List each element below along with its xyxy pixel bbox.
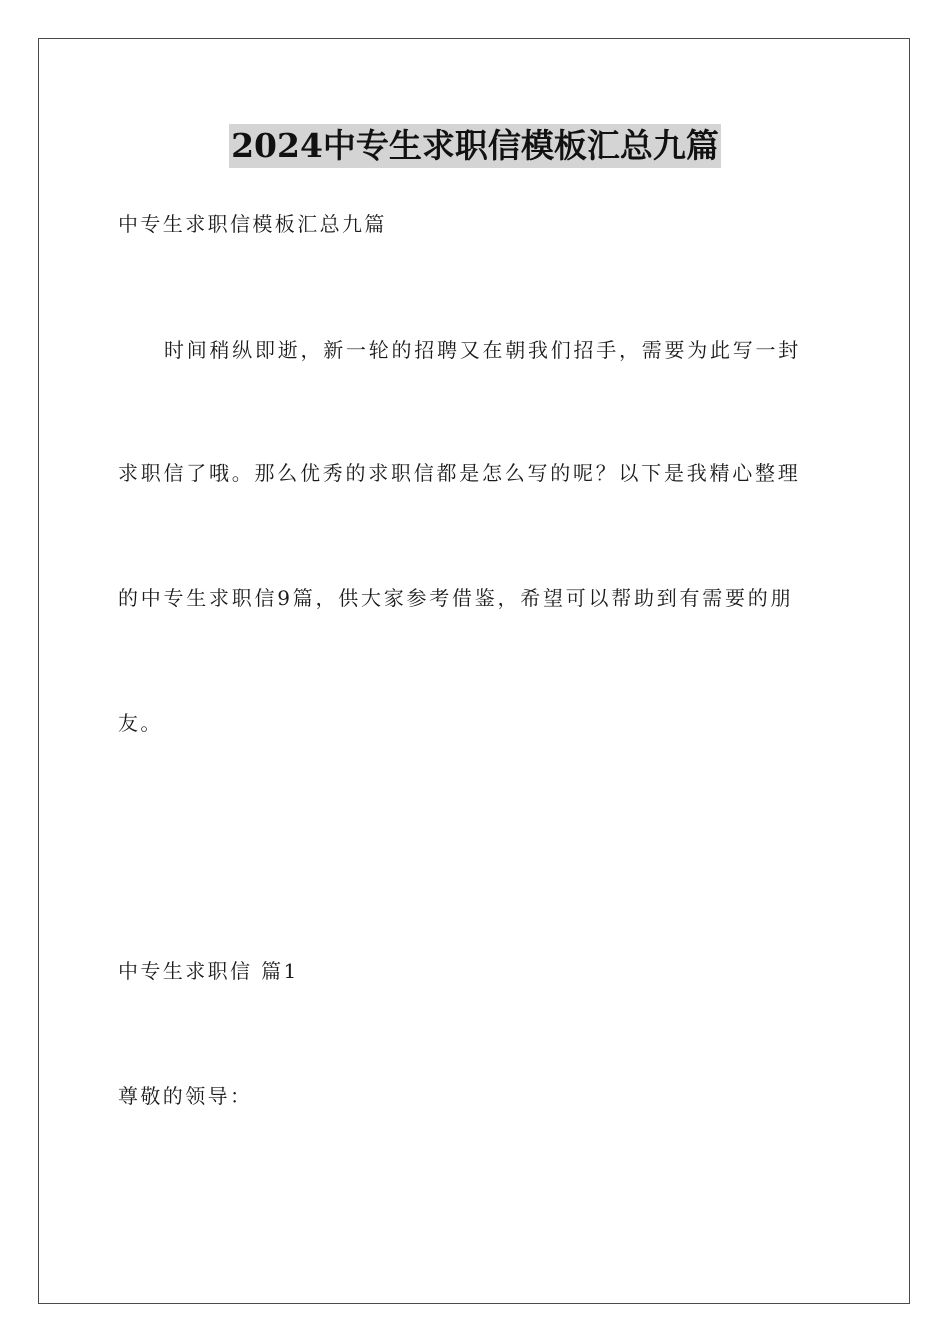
intro-line-4: 友。 (118, 711, 163, 735)
intro-line-2: 求职信了哦。那么优秀的求职信都是怎么写的呢？以下是我精心整理 (118, 461, 801, 485)
document-title: 2024中专生求职信模板汇总九篇 (229, 124, 721, 168)
section-heading: 中专生求职信 篇1 (118, 959, 299, 983)
title-container (0, 124, 950, 168)
intro-line-3: 的中专生求职信9篇，供大家参考借鉴，希望可以帮助到有需要的朋 (118, 586, 794, 610)
document-subtitle: 中专生求职信模板汇总九篇 (118, 212, 387, 236)
salutation: 尊敬的领导： (118, 1084, 253, 1108)
intro-line-1: 时间稍纵即逝，新一轮的招聘又在朝我们招手，需要为此写一封 (164, 338, 801, 362)
